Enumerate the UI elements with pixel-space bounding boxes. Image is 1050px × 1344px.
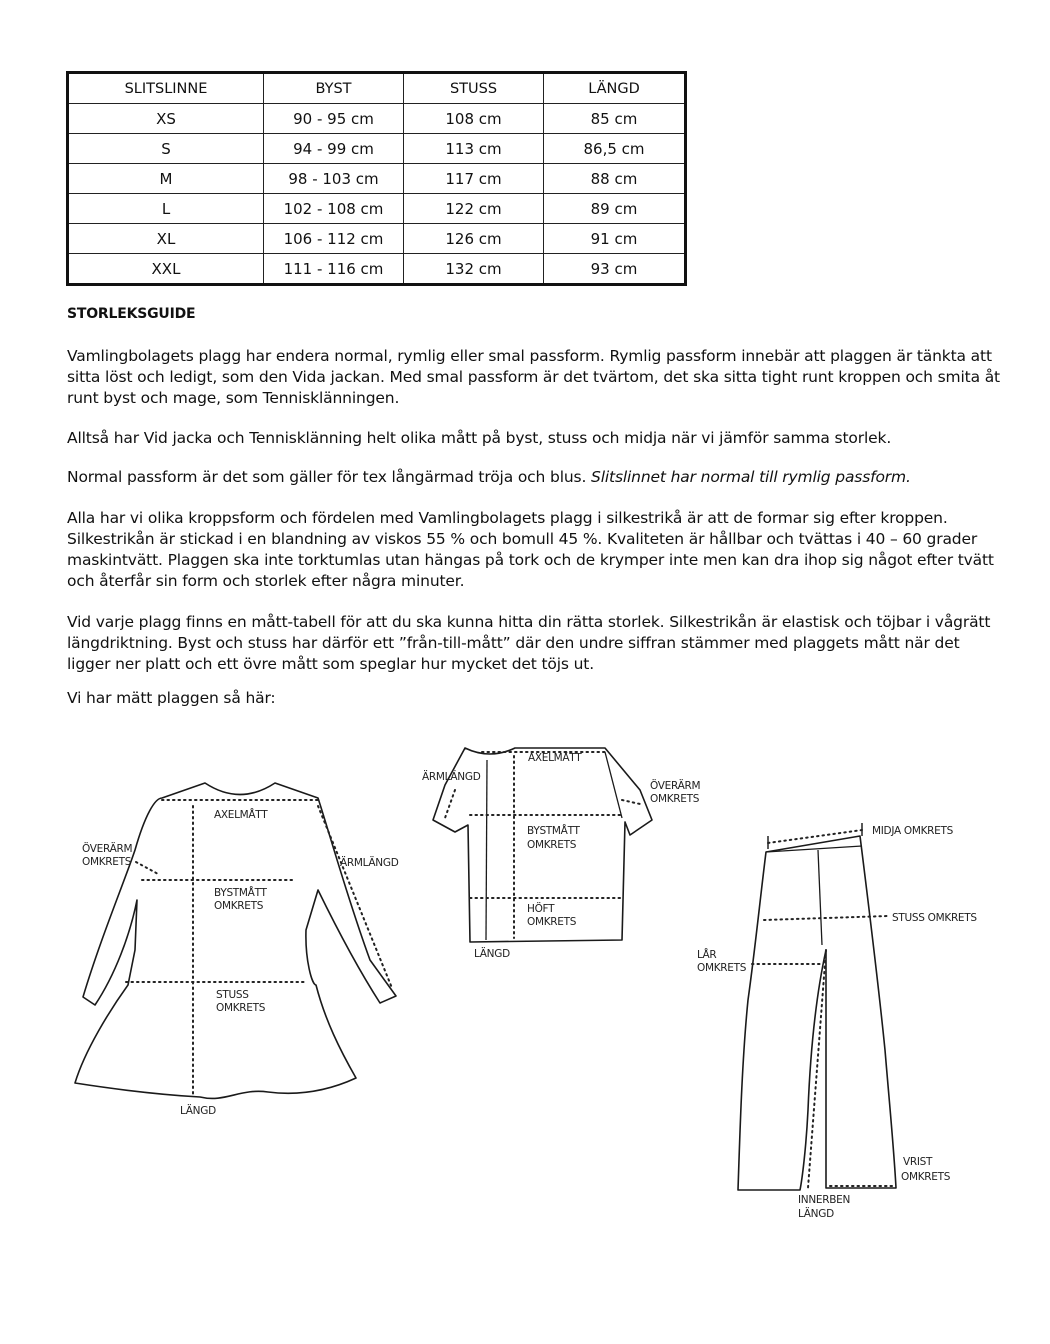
pants-label-midja: MIDJA OMKRETS [872,825,953,837]
table-header: SLITSLINNE [68,73,264,104]
pants-label-innerben-1: INNERBEN [798,1194,851,1206]
table-row [68,134,686,164]
guide-heading: STORLEKSGUIDE [67,306,196,322]
size-table [66,71,687,286]
guide-paragraph-compare: Alltså har Vid jacka och Tennisklänning helt olika mått på byst, stuss och midja när vi jämför samma storlek. [67,429,892,447]
table-row [68,104,686,134]
tshirt-label-byst-1: BYSTMÅTT [527,825,580,837]
table-row [68,194,686,224]
guide-paragraph-material: Alla har vi olika kroppsform och fördelen med Vamlingbolagets plagg i silkestrikå är att de formar sig efter kroppen. Silkestrikån är stickad i en blandning av viskos 55 % och bomull 45 %. Kvaliteten är hållbar och tvättas i 40 – 60 grader maskintvätt. Plaggen ska inte torktumlas utan hängas på tork och de krymper inte men kan dra ihop sig något efter tvätt och återfår sin form och storlek efter några minuter. [67,509,994,590]
table-cell: 126 cm [404,224,544,254]
table-cell: 102 - 108 cm [264,194,404,224]
pants-label-stuss: STUSS OMKRETS [892,912,977,924]
dress-label-axel: AXELMÅTT [214,809,268,821]
tshirt-label-hoft-1: HÖFT [527,903,555,915]
normal-fit-italic-text: Slitslinnet har normal till rymlig passform. [591,468,911,486]
dress-label-overarm-1: ÖVERÄRM [82,843,133,855]
table-header: BYST [264,73,404,104]
dress-label-stuss-2: OMKRETS [216,1002,266,1014]
dress-outline [75,783,396,1098]
pants-outline [738,836,896,1190]
tshirt-label-axel: AXELMÅTT [528,752,582,764]
table-cell: S [68,134,264,164]
table-cell: 98 - 103 cm [264,164,404,194]
guide-paragraph-fit: Vamlingbolagets plagg har endera normal, rymlig eller smal passform. Rymlig passform innebär att plaggen är tänkta att sitta löst och ledigt, som den Vida jackan. Med smal passform är det tvärtom, det ska sitta tight runt kroppen och smita åt runt byst och mage, som Tennisklänningen. [67,347,1000,407]
table-row [68,224,686,254]
table-cell: 89 cm [544,194,686,224]
normal-fit-text: Normal passform är det som gäller för tex långärmad tröja och blus. [67,468,587,486]
pants-illustration [697,823,977,1220]
table-cell: 93 cm [544,254,686,285]
table-cell: 94 - 99 cm [264,134,404,164]
table-cell: 132 cm [404,254,544,285]
table-cell: 106 - 112 cm [264,224,404,254]
table-cell: 108 cm [404,104,544,134]
table-cell: 113 cm [404,134,544,164]
guide-paragraph-normal-fit [67,467,1007,488]
table-cell: 122 cm [404,194,544,224]
pants-label-lar-1: LÅR [697,949,717,961]
table-header-row [68,73,686,104]
table-cell: L [68,194,264,224]
tshirt-label-overarm-2: OMKRETS [650,793,700,805]
dress-label-overarm-2: OMKRETS [82,856,132,868]
pants-label-lar-2: OMKRETS [697,962,747,974]
table-cell: 88 cm [544,164,686,194]
guide-paragraph-measure-table: Vid varje plagg finns en mått-tabell för att du ska kunna hitta din rätta storlek. Silkestrikån är elastisk och töjbar i vågrätt längdriktning. Byst och stuss har därför ett ”från-till-mått” där den undre siffran stämmer med plaggets mått när det ligger ner platt och ett övre mått som speglar hur mycket det töjs ut. [67,613,991,673]
dress-label-byst-2: OMKRETS [214,900,264,912]
dress-label-stuss-1: STUSS [216,989,249,1001]
tshirt-illustration [422,748,700,960]
table-cell: 117 cm [404,164,544,194]
tshirt-label-langd: LÄNGD [474,948,510,960]
table-cell: 91 cm [544,224,686,254]
pants-label-vrist-1: VRIST [903,1156,933,1168]
table-header: STUSS [404,73,544,104]
table-cell: 111 - 116 cm [264,254,404,285]
dress-label-byst-1: BYSTMÅTT [214,887,267,899]
table-cell: XXL [68,254,264,285]
table-cell: 90 - 95 cm [264,104,404,134]
table-cell: XS [68,104,264,134]
tshirt-label-overarm-1: ÖVERÄRM [650,780,701,792]
table-row [68,164,686,194]
dress-label-armlangd: ÄRMLÄNGD [340,857,399,869]
dress-label-langd: LÄNGD [180,1105,216,1117]
pants-label-vrist-2: OMKRETS [901,1171,951,1183]
table-row [68,254,686,285]
tshirt-label-hoft-2: OMKRETS [527,916,577,928]
table-cell: 86,5 cm [544,134,686,164]
table-cell: XL [68,224,264,254]
guide-paragraph-how-measured: Vi har mätt plaggen så här: [67,689,276,707]
tshirt-label-byst-2: OMKRETS [527,839,577,851]
table-cell: M [68,164,264,194]
dress-illustration [75,783,399,1117]
table-header: LÄNGD [544,73,686,104]
tshirt-label-armlangd: ÄRMLÄNGD [422,771,481,783]
table-cell: 85 cm [544,104,686,134]
pants-label-innerben-2: LÄNGD [798,1208,834,1220]
measurement-illustrations [0,720,1050,1280]
